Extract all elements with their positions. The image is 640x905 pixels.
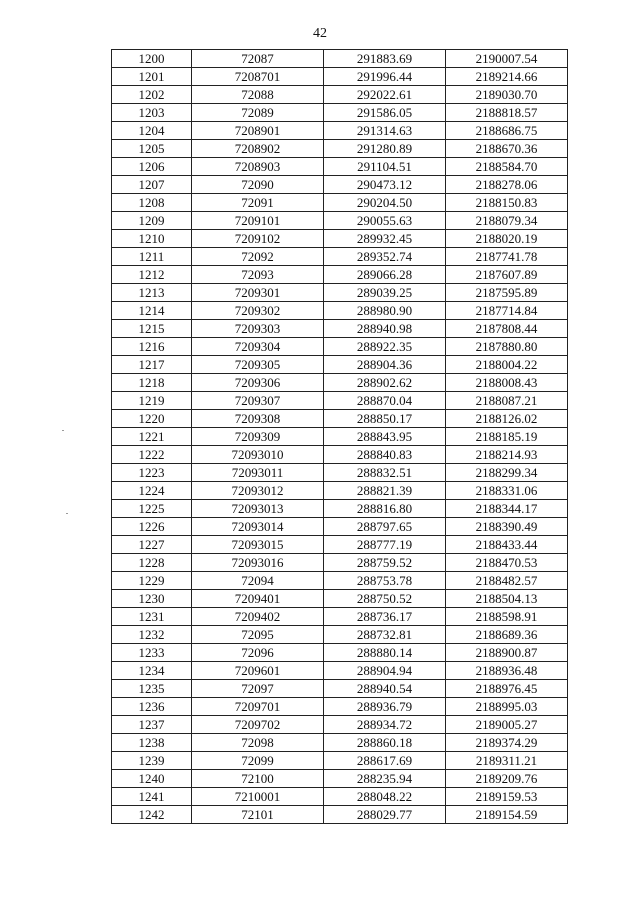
point-code-cell: 7209601: [192, 662, 324, 680]
y-coordinate-cell: 2189311.21: [446, 752, 568, 770]
y-coordinate-cell: 2188079.34: [446, 212, 568, 230]
y-coordinate-cell: 2188900.87: [446, 644, 568, 662]
point-number-cell: 1203: [112, 104, 192, 122]
table-row: [112, 392, 568, 410]
point-code-cell: 7209304: [192, 338, 324, 356]
x-coordinate-cell: 291314.63: [324, 122, 446, 140]
point-number-cell: 1229: [112, 572, 192, 590]
point-code-cell: 7208701: [192, 68, 324, 86]
x-coordinate-cell: 290055.63: [324, 212, 446, 230]
y-coordinate-cell: 2188126.02: [446, 410, 568, 428]
x-coordinate-cell: 288904.94: [324, 662, 446, 680]
point-number-cell: 1213: [112, 284, 192, 302]
point-number-cell: 1226: [112, 518, 192, 536]
point-code-cell: 7209401: [192, 590, 324, 608]
point-code-cell: 72093: [192, 266, 324, 284]
y-coordinate-cell: 2188150.83: [446, 194, 568, 212]
point-code-cell: 7209305: [192, 356, 324, 374]
point-code-cell: 72093014: [192, 518, 324, 536]
point-code-cell: 72089: [192, 104, 324, 122]
point-number-cell: 1241: [112, 788, 192, 806]
point-code-cell: 72093016: [192, 554, 324, 572]
y-coordinate-cell: 2188598.91: [446, 608, 568, 626]
x-coordinate-cell: 288832.51: [324, 464, 446, 482]
table-row: [112, 248, 568, 266]
table-row: [112, 590, 568, 608]
point-code-cell: 72087: [192, 50, 324, 68]
point-code-cell: 72100: [192, 770, 324, 788]
table-row: [112, 140, 568, 158]
page-number: 42: [313, 26, 327, 41]
point-code-cell: 72093013: [192, 500, 324, 518]
point-code-cell: 72090: [192, 176, 324, 194]
x-coordinate-cell: 288753.78: [324, 572, 446, 590]
y-coordinate-cell: 2189154.59: [446, 806, 568, 824]
y-coordinate-cell: 2188020.19: [446, 230, 568, 248]
y-coordinate-cell: 2188470.53: [446, 554, 568, 572]
x-coordinate-cell: 288736.17: [324, 608, 446, 626]
x-coordinate-cell: 288843.95: [324, 428, 446, 446]
point-code-cell: 7209101: [192, 212, 324, 230]
coordinates-table: [111, 49, 568, 824]
x-coordinate-cell: 288940.98: [324, 320, 446, 338]
table-row: [112, 770, 568, 788]
table-row: [112, 212, 568, 230]
point-number-cell: 1205: [112, 140, 192, 158]
table-row: [112, 284, 568, 302]
point-code-cell: 7210001: [192, 788, 324, 806]
point-number-cell: 1200: [112, 50, 192, 68]
x-coordinate-cell: 291104.51: [324, 158, 446, 176]
table-row: [112, 158, 568, 176]
x-coordinate-cell: 288235.94: [324, 770, 446, 788]
table-row: [112, 752, 568, 770]
x-coordinate-cell: 288922.35: [324, 338, 446, 356]
x-coordinate-cell: 291280.89: [324, 140, 446, 158]
y-coordinate-cell: 2189214.66: [446, 68, 568, 86]
x-coordinate-cell: 288759.52: [324, 554, 446, 572]
point-code-cell: 7209301: [192, 284, 324, 302]
y-coordinate-cell: 2188299.34: [446, 464, 568, 482]
table-row: [112, 374, 568, 392]
y-coordinate-cell: 2187714.84: [446, 302, 568, 320]
table-row: [112, 644, 568, 662]
y-coordinate-cell: 2188331.06: [446, 482, 568, 500]
table-row: [112, 410, 568, 428]
point-number-cell: 1222: [112, 446, 192, 464]
point-number-cell: 1228: [112, 554, 192, 572]
y-coordinate-cell: 2188185.19: [446, 428, 568, 446]
point-code-cell: 72098: [192, 734, 324, 752]
y-coordinate-cell: 2188004.22: [446, 356, 568, 374]
point-number-cell: 1220: [112, 410, 192, 428]
point-number-cell: 1209: [112, 212, 192, 230]
point-number-cell: 1230: [112, 590, 192, 608]
point-number-cell: 1236: [112, 698, 192, 716]
point-number-cell: 1217: [112, 356, 192, 374]
table-row: [112, 662, 568, 680]
point-number-cell: 1210: [112, 230, 192, 248]
x-coordinate-cell: 289066.28: [324, 266, 446, 284]
x-coordinate-cell: 288797.65: [324, 518, 446, 536]
table-row: [112, 68, 568, 86]
point-code-cell: 72101: [192, 806, 324, 824]
point-code-cell: 72092: [192, 248, 324, 266]
x-coordinate-cell: 289352.74: [324, 248, 446, 266]
y-coordinate-cell: 2187880.80: [446, 338, 568, 356]
y-coordinate-cell: 2187607.89: [446, 266, 568, 284]
x-coordinate-cell: 288936.79: [324, 698, 446, 716]
table-row: [112, 230, 568, 248]
x-coordinate-cell: 288934.72: [324, 716, 446, 734]
table-row: [112, 680, 568, 698]
table-row: [112, 500, 568, 518]
y-coordinate-cell: 2188433.44: [446, 536, 568, 554]
point-number-cell: 1238: [112, 734, 192, 752]
table-row: [112, 356, 568, 374]
point-code-cell: 72095: [192, 626, 324, 644]
point-code-cell: 7209307: [192, 392, 324, 410]
table-row: [112, 464, 568, 482]
point-code-cell: 72093011: [192, 464, 324, 482]
table-row: [112, 446, 568, 464]
point-number-cell: 1233: [112, 644, 192, 662]
y-coordinate-cell: 2188584.70: [446, 158, 568, 176]
y-coordinate-cell: 2188008.43: [446, 374, 568, 392]
point-number-cell: 1211: [112, 248, 192, 266]
point-code-cell: 72094: [192, 572, 324, 590]
point-number-cell: 1212: [112, 266, 192, 284]
x-coordinate-cell: 288860.18: [324, 734, 446, 752]
x-coordinate-cell: 288821.39: [324, 482, 446, 500]
table-row: [112, 716, 568, 734]
point-number-cell: 1206: [112, 158, 192, 176]
point-code-cell: 7209309: [192, 428, 324, 446]
point-code-cell: 72097: [192, 680, 324, 698]
y-coordinate-cell: 2188482.57: [446, 572, 568, 590]
table-body: [112, 50, 568, 824]
table-row: [112, 320, 568, 338]
table-row: [112, 554, 568, 572]
point-code-cell: 7208902: [192, 140, 324, 158]
table-row: [112, 626, 568, 644]
point-code-cell: 72099: [192, 752, 324, 770]
x-coordinate-cell: 290473.12: [324, 176, 446, 194]
x-coordinate-cell: 288048.22: [324, 788, 446, 806]
table-row: [112, 266, 568, 284]
point-code-cell: 72093012: [192, 482, 324, 500]
point-code-cell: 7209702: [192, 716, 324, 734]
table-row: [112, 608, 568, 626]
scan-speck: [62, 430, 64, 431]
y-coordinate-cell: 2188995.03: [446, 698, 568, 716]
x-coordinate-cell: 291996.44: [324, 68, 446, 86]
table-row: [112, 104, 568, 122]
x-coordinate-cell: 288029.77: [324, 806, 446, 824]
x-coordinate-cell: 288940.54: [324, 680, 446, 698]
x-coordinate-cell: 288732.81: [324, 626, 446, 644]
table-row: [112, 122, 568, 140]
x-coordinate-cell: 291586.05: [324, 104, 446, 122]
y-coordinate-cell: 2188278.06: [446, 176, 568, 194]
point-number-cell: 1214: [112, 302, 192, 320]
point-code-cell: 7209308: [192, 410, 324, 428]
point-code-cell: 72088: [192, 86, 324, 104]
x-coordinate-cell: 288980.90: [324, 302, 446, 320]
table-row: [112, 338, 568, 356]
x-coordinate-cell: 290204.50: [324, 194, 446, 212]
point-number-cell: 1235: [112, 680, 192, 698]
point-number-cell: 1239: [112, 752, 192, 770]
point-number-cell: 1219: [112, 392, 192, 410]
point-number-cell: 1221: [112, 428, 192, 446]
point-number-cell: 1204: [112, 122, 192, 140]
point-code-cell: 7209303: [192, 320, 324, 338]
x-coordinate-cell: 288777.19: [324, 536, 446, 554]
table-row: [112, 518, 568, 536]
point-code-cell: 7209102: [192, 230, 324, 248]
y-coordinate-cell: 2188936.48: [446, 662, 568, 680]
table-row: [112, 50, 568, 68]
table-row: [112, 194, 568, 212]
x-coordinate-cell: 289932.45: [324, 230, 446, 248]
y-coordinate-cell: 2188670.36: [446, 140, 568, 158]
table-row: [112, 572, 568, 590]
point-number-cell: 1216: [112, 338, 192, 356]
point-number-cell: 1231: [112, 608, 192, 626]
y-coordinate-cell: 2189005.27: [446, 716, 568, 734]
point-number-cell: 1224: [112, 482, 192, 500]
x-coordinate-cell: 288750.52: [324, 590, 446, 608]
x-coordinate-cell: 288880.14: [324, 644, 446, 662]
point-number-cell: 1207: [112, 176, 192, 194]
table-row: [112, 86, 568, 104]
y-coordinate-cell: 2188976.45: [446, 680, 568, 698]
point-code-cell: 72096: [192, 644, 324, 662]
table-row: [112, 302, 568, 320]
point-code-cell: 7209402: [192, 608, 324, 626]
x-coordinate-cell: 288902.62: [324, 374, 446, 392]
table-row: [112, 734, 568, 752]
y-coordinate-cell: 2188504.13: [446, 590, 568, 608]
y-coordinate-cell: 2188818.57: [446, 104, 568, 122]
table-row: [112, 806, 568, 824]
y-coordinate-cell: 2187595.89: [446, 284, 568, 302]
y-coordinate-cell: 2189374.29: [446, 734, 568, 752]
point-code-cell: 72093015: [192, 536, 324, 554]
y-coordinate-cell: 2188344.17: [446, 500, 568, 518]
point-code-cell: 72091: [192, 194, 324, 212]
x-coordinate-cell: 288816.80: [324, 500, 446, 518]
y-coordinate-cell: 2187808.44: [446, 320, 568, 338]
y-coordinate-cell: 2189209.76: [446, 770, 568, 788]
y-coordinate-cell: 2188689.36: [446, 626, 568, 644]
y-coordinate-cell: 2188686.75: [446, 122, 568, 140]
point-code-cell: 7208903: [192, 158, 324, 176]
point-number-cell: 1237: [112, 716, 192, 734]
point-number-cell: 1201: [112, 68, 192, 86]
x-coordinate-cell: 288870.04: [324, 392, 446, 410]
y-coordinate-cell: 2188390.49: [446, 518, 568, 536]
x-coordinate-cell: 288850.17: [324, 410, 446, 428]
point-number-cell: 1218: [112, 374, 192, 392]
x-coordinate-cell: 292022.61: [324, 86, 446, 104]
scan-speck: [66, 513, 68, 514]
point-number-cell: 1232: [112, 626, 192, 644]
point-number-cell: 1202: [112, 86, 192, 104]
y-coordinate-cell: 2189030.70: [446, 86, 568, 104]
x-coordinate-cell: 289039.25: [324, 284, 446, 302]
x-coordinate-cell: 288617.69: [324, 752, 446, 770]
table-row: [112, 428, 568, 446]
table-row: [112, 482, 568, 500]
point-number-cell: 1242: [112, 806, 192, 824]
y-coordinate-cell: 2189159.53: [446, 788, 568, 806]
point-number-cell: 1225: [112, 500, 192, 518]
table-row: [112, 536, 568, 554]
point-number-cell: 1227: [112, 536, 192, 554]
point-number-cell: 1208: [112, 194, 192, 212]
point-code-cell: 72093010: [192, 446, 324, 464]
point-code-cell: 7209306: [192, 374, 324, 392]
x-coordinate-cell: 288840.83: [324, 446, 446, 464]
y-coordinate-cell: 2188214.93: [446, 446, 568, 464]
y-coordinate-cell: 2187741.78: [446, 248, 568, 266]
x-coordinate-cell: 291883.69: [324, 50, 446, 68]
point-code-cell: 7209302: [192, 302, 324, 320]
table-row: [112, 788, 568, 806]
point-code-cell: 7209701: [192, 698, 324, 716]
y-coordinate-cell: 2190007.54: [446, 50, 568, 68]
y-coordinate-cell: 2188087.21: [446, 392, 568, 410]
point-number-cell: 1223: [112, 464, 192, 482]
table-row: [112, 176, 568, 194]
point-number-cell: 1240: [112, 770, 192, 788]
point-code-cell: 7208901: [192, 122, 324, 140]
table-row: [112, 698, 568, 716]
point-number-cell: 1234: [112, 662, 192, 680]
point-number-cell: 1215: [112, 320, 192, 338]
x-coordinate-cell: 288904.36: [324, 356, 446, 374]
